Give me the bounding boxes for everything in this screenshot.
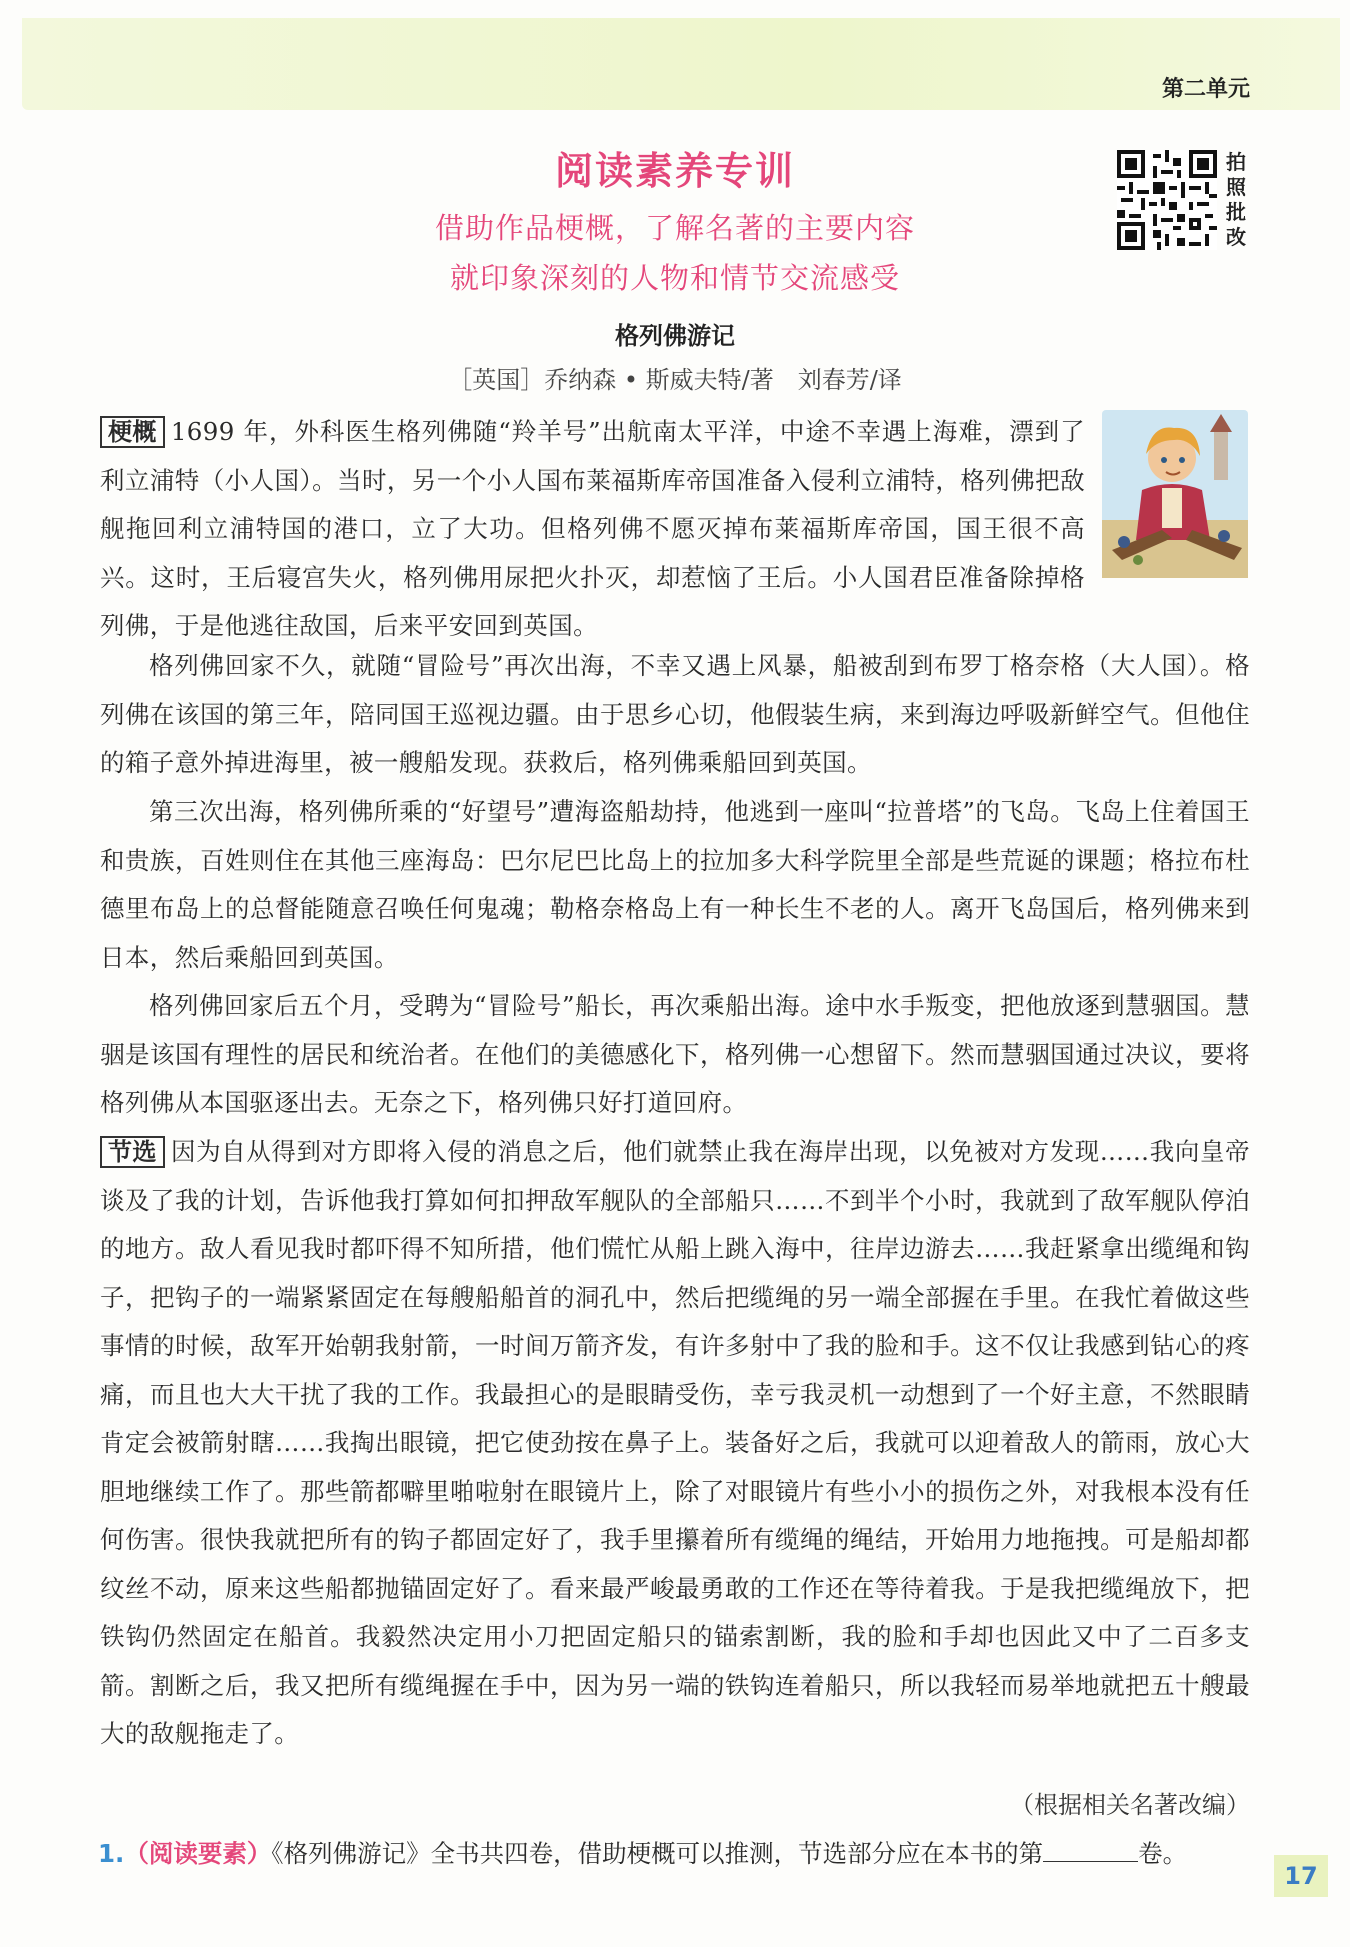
summary-tag: 梗概	[100, 416, 165, 448]
source-note: （根据相关名著改编）	[1010, 1791, 1250, 1819]
qr-code-icon[interactable]	[1117, 150, 1217, 250]
page-number: 17	[1274, 1855, 1328, 1897]
excerpt-tag: 节选	[100, 1136, 165, 1168]
question-text: 《格列佛游记》全书共四卷，借助梗概可以推测，节选部分应在本书的第	[271, 1839, 1044, 1868]
book-author: ［英国］乔纳森 • 斯威夫特/著 刘春芳/译	[448, 366, 902, 394]
summary-paragraph-4: 格列佛回家后五个月，受聘为“冒险号”船长，再次乘船出海。途中水手叛变，把他放逐到慧骃国。慧骃是该国有理性的居民和统治者。在他们的美德感化下，格列佛一心想留下。然而慧骃国通过决议，要将格列佛从本国驱逐出去。无奈之下，格列佛只好打道回府。	[100, 991, 1250, 1117]
subtitle-2: 就印象深刻的人物和情节交流感受	[449, 261, 900, 295]
summary-paragraph-3: 第三次出海，格列佛所乘的“好望号”遭海盗船劫持，他逃到一座叫“拉普塔”的飞岛。飞岛上住着国王和贵族，百姓则住在其他三座海岛：巴尔尼巴比岛上的拉加多大科学院里全部是些荒诞的课题；格拉布杜德里布岛上的总督能随意召唤任何鬼魂；勒格奈格岛上有一种长生不老的人。离开飞岛国后，格列佛来到日本，然后乘船回到英国。	[100, 797, 1250, 972]
qr-label: 拍 照 批 改	[1226, 150, 1246, 249]
summary-paragraph-2: 格列佛回家不久，就随“冒险号”再次出海，不幸又遇上风暴，船被刮到布罗丁格奈格（大人国）。格列佛在该国的第三年，陪同国王巡视边疆。由于思乡心切，他假装生病，来到海边呼吸新鲜空气。但他住的箱子意外掉进海里，被一艘船发现。获救后，格列佛乘船回到英国。	[100, 651, 1250, 777]
gulliver-illustration	[1102, 410, 1248, 578]
unit-label: 第二单元	[1161, 77, 1250, 102]
subtitle-1: 借助作品梗概，了解名著的主要内容	[434, 211, 915, 245]
question-1	[98, 1830, 1258, 1878]
question-text-end: 卷。	[1138, 1839, 1188, 1868]
answer-blank[interactable]	[1043, 1839, 1138, 1862]
page-title: 阅读素养专训	[554, 149, 795, 193]
question-number: 1.	[98, 1839, 125, 1868]
question-tag: （阅读要素）	[124, 1839, 272, 1868]
excerpt-paragraph: 节选 因为自从得到对方即将入侵的消息之后，他们就禁止我在海岸出现，以免被对方发现……我向皇帝谈及了我的计划，告诉他我打算如何扣押敌军舰队的全部船只……不到半个小时，我就到了敌军舰队停泊的地方。敌人看见我时都吓得不知所措，他们慌忙从船上跳入海中，往岸边游去……我赶紧拿出缆绳和钩子，把钩子的一端紧紧固定在每艘船船首的洞孔中，然后把缆绳的另一端全部握在手里。在我忙着做这些事情的时候，敌军开始朝我射箭，一时间万箭齐发，有许多射中了我的脸和手。这不仅让我感到钻心的疼痛，而且也大大干扰了我的工作。我最担心的是眼睛受伤，幸亏我灵机一动想到了一个好主意，不然眼睛肯定会被箭射瞎……我掏出眼镜，把它使劲按在鼻子上。装备好之后，我就可以迎着敌人的箭雨，放心大胆地继续工作了。那些箭都噼里啪啦射在眼镜片上，除了对眼镜片有些小小的损伤之外，对我根本没有任何伤害。很快我就把所有的钩子都固定好了，我手里攥着所有缆绳的绳结，开始用力地拖拽。可是船却都纹丝不动，原来这些船都抛锚固定好了。看来最严峻最勇敢的工作还在等待着我。于是我把缆绳放下，把铁钩仍然固定在船首。我毅然决定用小刀把固定船只的锚索割断，我的脸和手却也因此又中了二百多支箭。割断之后，我又把所有缆绳握在手中，因为另一端的铁钩连着船只，所以我轻而易举地就把五十艘最大的敌舰拖走了。	[100, 1137, 1250, 1748]
book-title: 格列佛游记	[615, 322, 735, 350]
header-band	[22, 18, 1340, 110]
summary-paragraph-1: 梗概 1699 年，外科医生格列佛随“羚羊号”出航南太平洋，中途不幸遇上海难，漂到了利立浦特（小人国）。当时，另一个小人国布莱福斯库帝国准备入侵利立浦特，格列佛把敌舰拖回利立浦特国的港口，立了大功。但格列佛不愿灭掉布莱福斯库帝国，国王很不高兴。这时，王后寝宫失火，格列佛用尿把火扑灭，却惹恼了王后。小人国君臣准备除掉格列佛，于是他逃往敌国，后来平安回到英国。	[100, 417, 1085, 640]
